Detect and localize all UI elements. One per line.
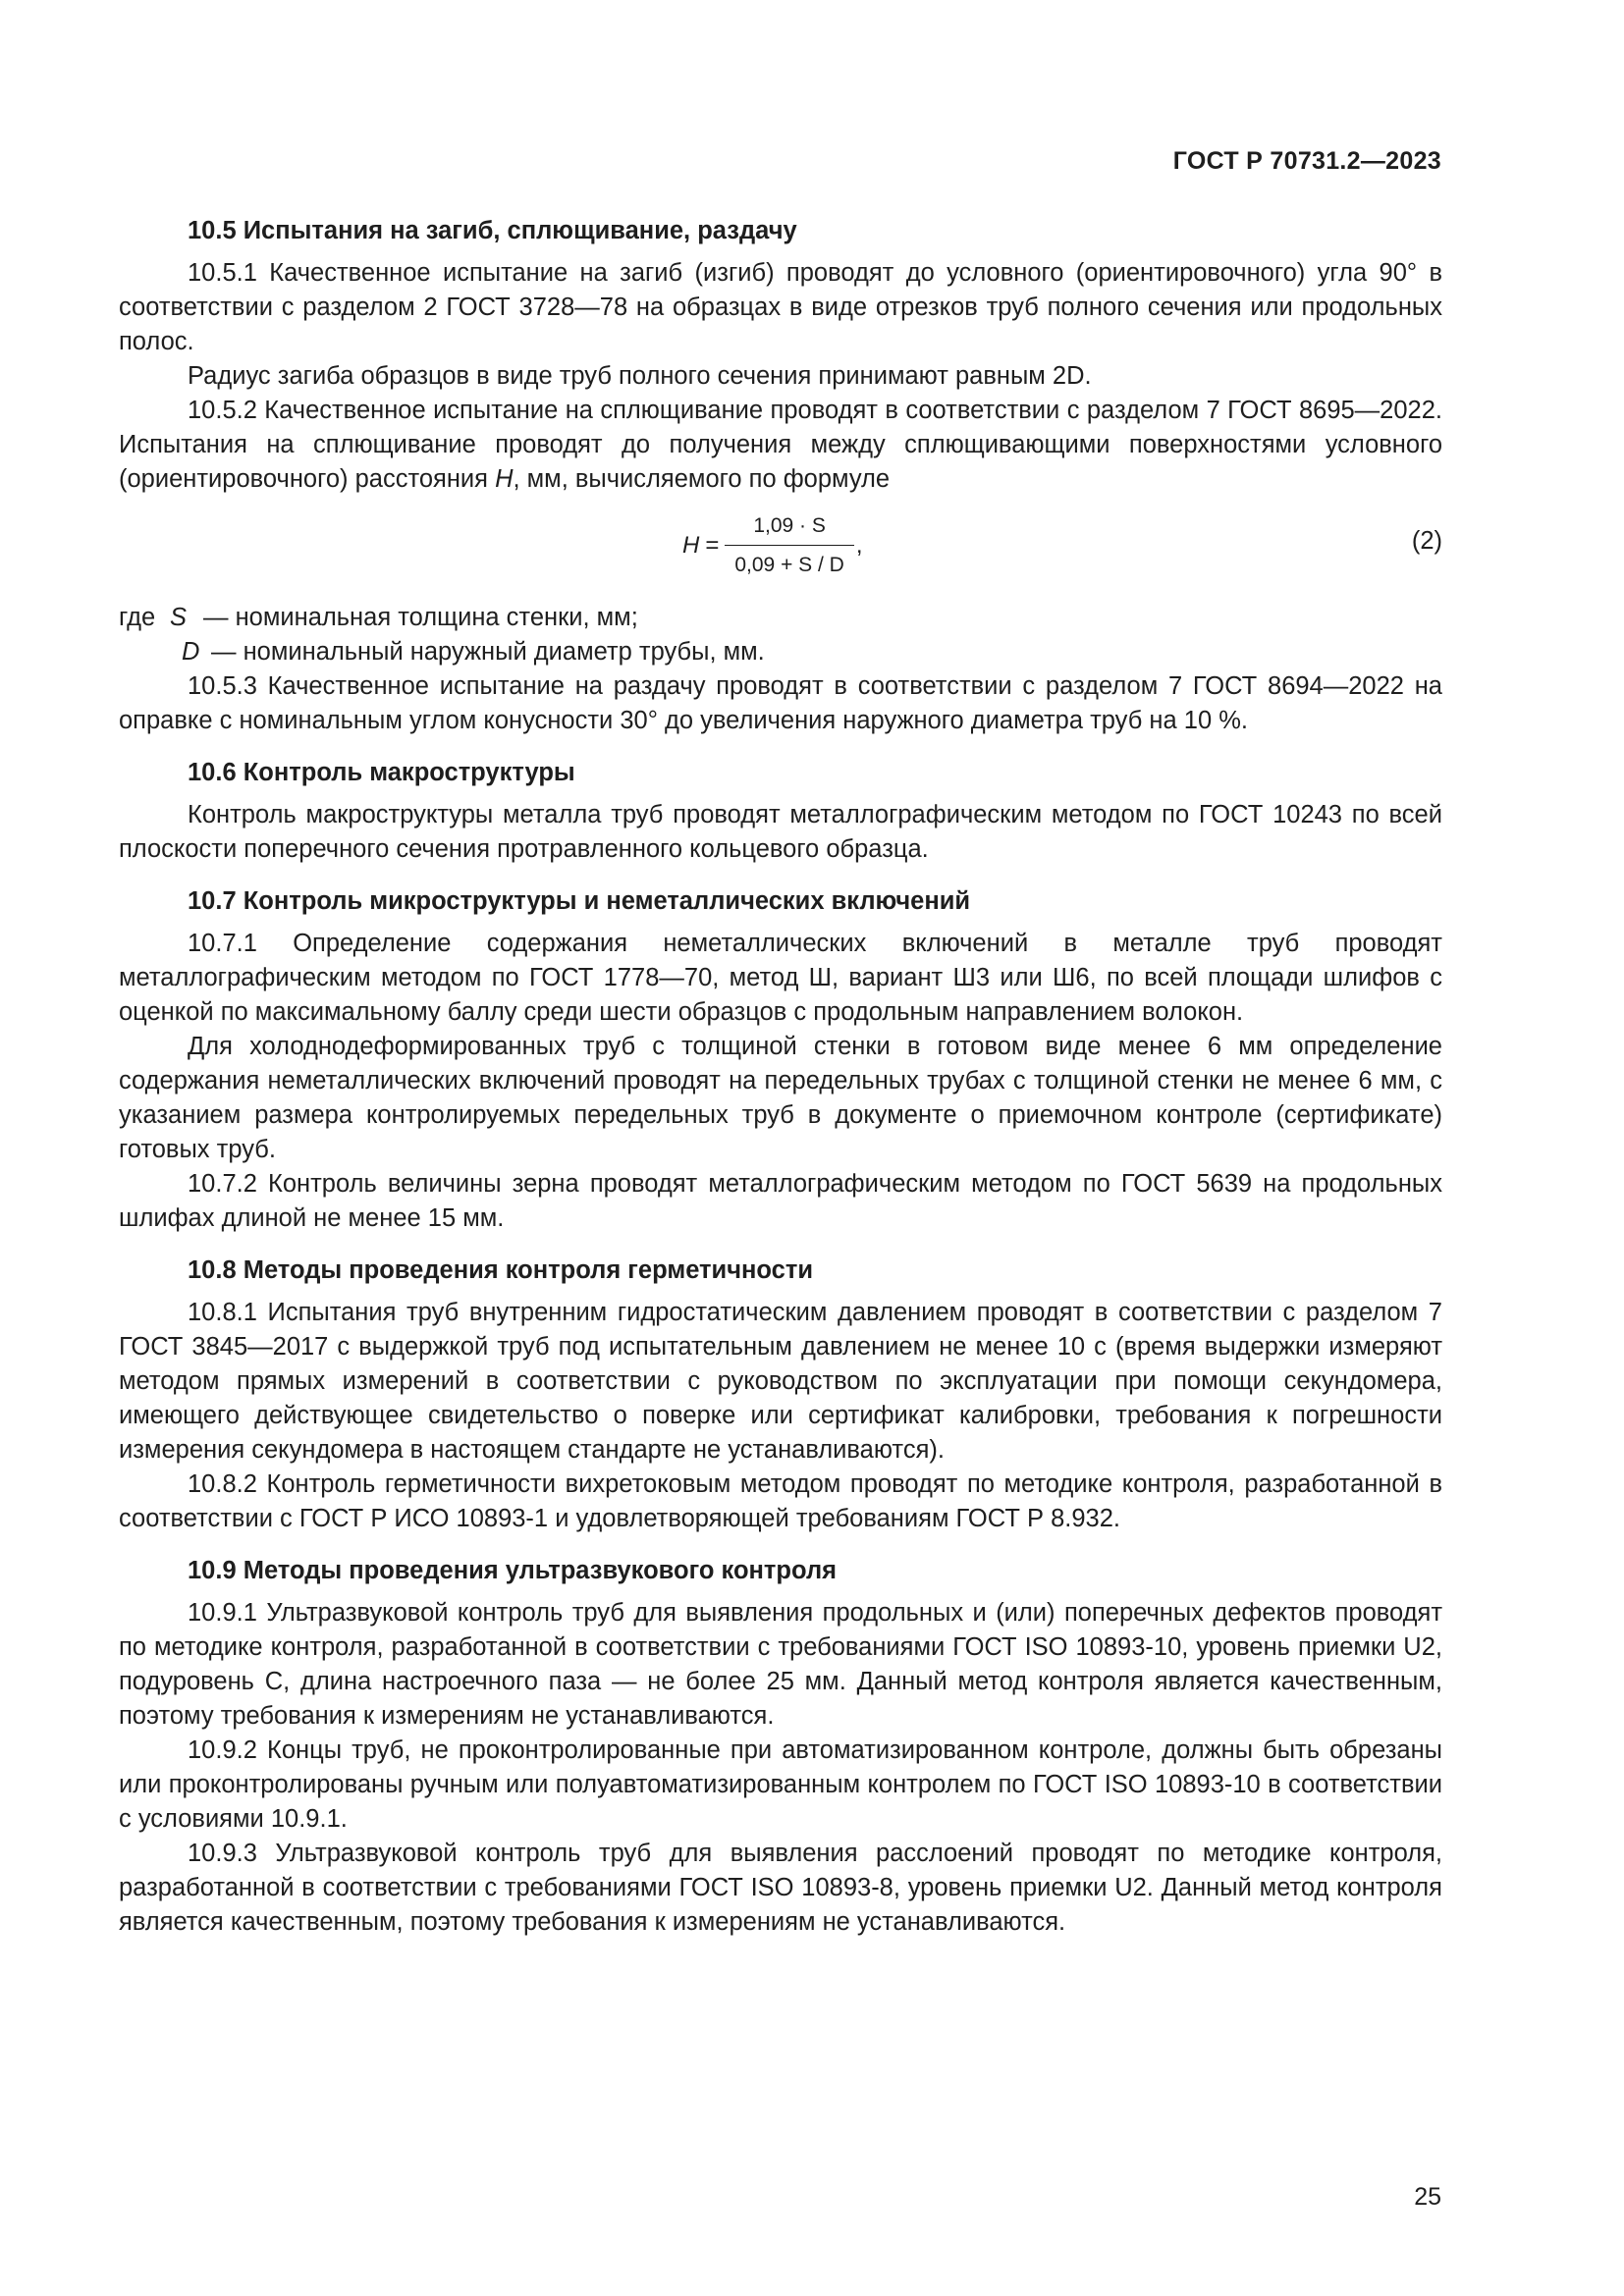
section-heading-10-8: 10.8 Методы проведения контроля герметичности — [188, 1256, 814, 1284]
document-body — [119, 214, 1442, 1940]
formula-fraction — [725, 508, 853, 582]
formula-numerator: 1,09 · S — [753, 514, 826, 537]
formula-block — [119, 505, 1442, 581]
paragraph-10-7-1: 10.7.1 Определение содержания неметаллических включений в металле труб проводят металлографическим методом по ГОСТ 1778—70, метод Ш, вариант Ш3 или Ш6, по всей площади шлифов с оценкой по максимальному баллу среди шести образцов с продольным направлением волокон. — [119, 930, 1442, 1026]
formula-lhs: H — [682, 532, 700, 559]
formula-number: (2) — [1411, 527, 1442, 555]
where-desc-d: — номинальный наружный диаметр трубы, мм. — [211, 638, 765, 666]
where-indent — [119, 635, 182, 669]
where-symbol-s: S — [170, 604, 188, 631]
section-heading-10-7: 10.7 Контроль микроструктуры и неметаллических включений — [188, 887, 971, 915]
paragraph-text: 10.5.2 Качественное испытание на сплющивание проводят в соответствии с разделом 7 ГОСТ 8695—2022. Испытания на сплющивание проводят до получения между сплющивающими поверхностями условного (ориентировочного) расстояния — [119, 397, 1442, 493]
where-lead: где — [119, 604, 156, 631]
paragraph-10-8-1: 10.8.1 Испытания труб внутренним гидростатическим давлением проводят в соответствии с разделом 7 ГОСТ 3845—2017 с выдержкой труб под испытательным давлением не менее 10 с (время выдержки измеряют методом прямых измерений в соответствии с руководством по эксплуатации при помощи секундомера, имеющего действующее свидетельство о поверке или сертификат калибровки, требования к погрешности измерения секундомера в настоящем стандарте не устанавливаются). — [119, 1299, 1442, 1464]
formula-denominator: 0,09 + S / D — [725, 545, 853, 582]
where-item-d — [119, 635, 1442, 669]
where-item-s — [119, 601, 1442, 635]
formula-equals: = — [705, 532, 720, 559]
section-heading-10-5: 10.5 Испытания на загиб, сплющивание, раздачу — [188, 217, 797, 244]
paragraph-cold-deformed: Для холоднодеформированных труб с толщиной стенки в готовом виде менее 6 мм определение содержания неметаллических включений проводят на передельных трубах с толщиной стенки не менее 6 мм, с указанием размера контролируемых передельных труб в документе о приемочном контроле (сертификате) готовых труб. — [119, 1033, 1442, 1163]
document-header: ГОСТ Р 70731.2—2023 — [1172, 147, 1441, 175]
paragraph-10-5-1: 10.5.1 Качественное испытание на загиб (изгиб) проводят до условного (ориентировочного) угла 90° в соответствии с разделом 2 ГОСТ 3728—78 на образцах в виде отрезков труб полного сечения или продольных полос. — [119, 259, 1442, 355]
section-heading-10-9: 10.9 Методы проведения ультразвукового контроля — [188, 1557, 838, 1584]
page-number: 25 — [1414, 2183, 1441, 2211]
paragraph-10-8-2: 10.8.2 Контроль герметичности вихретоковым методом проводят по методике контроля, разработанной в соответствии с ГОСТ Р ИСО 10893-1 и удовлетворяющей требованиям ГОСТ Р 8.932. — [119, 1470, 1442, 1532]
paragraph-bend-radius: Радиус загиба образцов в виде труб полного сечения принимают равным 2D. — [188, 362, 1092, 390]
paragraph-text: , мм, вычисляемого по формуле — [513, 465, 891, 493]
paragraph-10-6: Контроль макроструктуры металла труб проводят металлографическим методом по ГОСТ 10243 по всей плоскости поперечного сечения протравленного кольцевого образца. — [119, 801, 1442, 863]
formula — [682, 508, 863, 582]
paragraph-10-9-1: 10.9.1 Ультразвуковой контроль труб для выявления продольных и (или) поперечных дефектов проводят по методике контроля, разработанной в соответствии с требованиями ГОСТ ISO 10893-10, уровень приемки U2, подуровень С, длина настроечного паза — не более 25 мм. Данный метод контроля является качественным, поэтому требования к измерениям не устанавливаются. — [119, 1599, 1442, 1730]
paragraph-10-9-3: 10.9.3 Ультразвуковой контроль труб для выявления расслоений проводят по методике контроля, разработанной в соответствии с требованиями ГОСТ ISO 10893-8, уровень приемки U2. Данный метод контроля является качественным, поэтому требования к измерениям не устанавливаются. — [119, 1840, 1442, 1936]
section-heading-10-6: 10.6 Контроль макроструктуры — [188, 759, 575, 786]
formula-comma: , — [855, 532, 863, 559]
paragraph-10-9-2: 10.9.2 Концы труб, не проконтролированные при автоматизированном контроле, должны быть обрезаны или проконтролированы ручным или полуавтоматизированным контролем по ГОСТ ISO 10893-10 в соответствии с условиями 10.9.1. — [119, 1736, 1442, 1833]
paragraph-10-5-3: 10.5.3 Качественное испытание на раздачу проводят в соответствии с разделом 7 ГОСТ 8694—2022 на оправке с номинальным углом конусности 30° до увеличения наружного диаметра труб на 10 %. — [119, 672, 1442, 734]
variable-h: H — [495, 465, 514, 493]
where-symbol-d: D — [182, 638, 200, 666]
where-desc-s: — номинальная толщина стенки, мм; — [203, 604, 638, 631]
paragraph-10-7-2: 10.7.2 Контроль величины зерна проводят металлографическим методом по ГОСТ 5639 на продольных шлифах длиной не менее 15 мм. — [119, 1170, 1442, 1232]
paragraph-10-5-2 — [119, 394, 1442, 497]
